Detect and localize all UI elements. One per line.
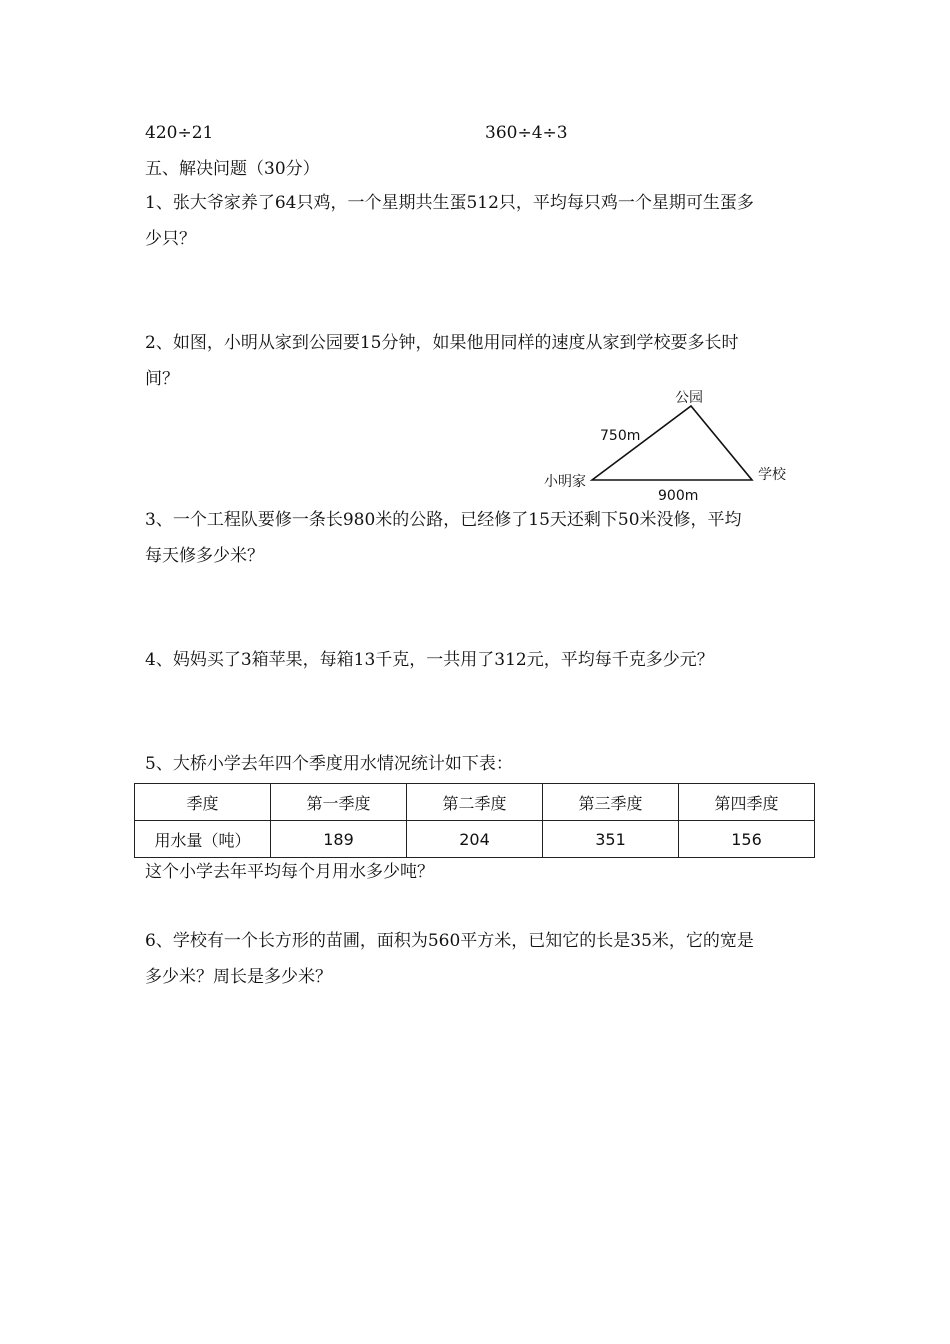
- table-row: [135, 821, 815, 858]
- section-title: 五、解决问题（30分）: [145, 159, 320, 179]
- label-park: 公园: [675, 390, 703, 406]
- table-cell: 204: [407, 821, 543, 858]
- table-header-cell: 季度: [135, 784, 271, 821]
- problem-5-question: 这个小学去年平均每个月用水多少吨？: [145, 862, 434, 882]
- problem-6-line-1: 6、学校有一个长方形的苗圃，面积为560平方米，已知它的长是35米，它的宽是: [145, 931, 754, 951]
- problem-4-line-1: 4、妈妈买了3箱苹果，每箱13千克，一共用了312元，平均每千克多少元？: [145, 650, 714, 670]
- problem-1-line-1: 1、张大爷家养了64只鸡，一个星期共生蛋512只，平均每只鸡一个星期可生蛋多: [145, 193, 754, 213]
- table-cell: 用水量（吨）: [135, 821, 271, 858]
- label-school: 学校: [758, 467, 786, 483]
- problem-1-line-2: 少只？: [145, 229, 196, 249]
- label-home-to-park-distance: 750m: [600, 428, 641, 444]
- table-header-cell: 第一季度: [271, 784, 407, 821]
- problem-2-line-2: 间？: [145, 369, 179, 389]
- label-home: 小明家: [544, 474, 586, 490]
- table-header-cell: 第四季度: [679, 784, 815, 821]
- problem-3-line-1: 3、一个工程队要修一条长980米的公路，已经修了15天还剩下50米没修，平均: [145, 510, 742, 530]
- route-triangle-diagram: [536, 382, 806, 507]
- table-header-cell: 第二季度: [407, 784, 543, 821]
- label-home-to-school-distance: 900m: [658, 488, 699, 504]
- expression-1: 420÷21: [145, 123, 214, 143]
- problem-5-line-1: 5、大桥小学去年四个季度用水情况统计如下表：: [145, 754, 513, 774]
- problem-2-line-1: 2、如图，小明从家到公园要15分钟，如果他用同样的速度从家到学校要多长时: [145, 333, 739, 353]
- table-header-cell: 第三季度: [543, 784, 679, 821]
- table-cell: 189: [271, 821, 407, 858]
- problem-3-line-2: 每天修多少米？: [145, 546, 264, 566]
- table-cell: 351: [543, 821, 679, 858]
- water-usage-table: [134, 783, 815, 858]
- table-header-row: [135, 784, 815, 821]
- problem-6-line-2: 多少米？周长是多少米？: [145, 967, 332, 987]
- expression-2: 360÷4÷3: [485, 123, 568, 143]
- table-cell: 156: [679, 821, 815, 858]
